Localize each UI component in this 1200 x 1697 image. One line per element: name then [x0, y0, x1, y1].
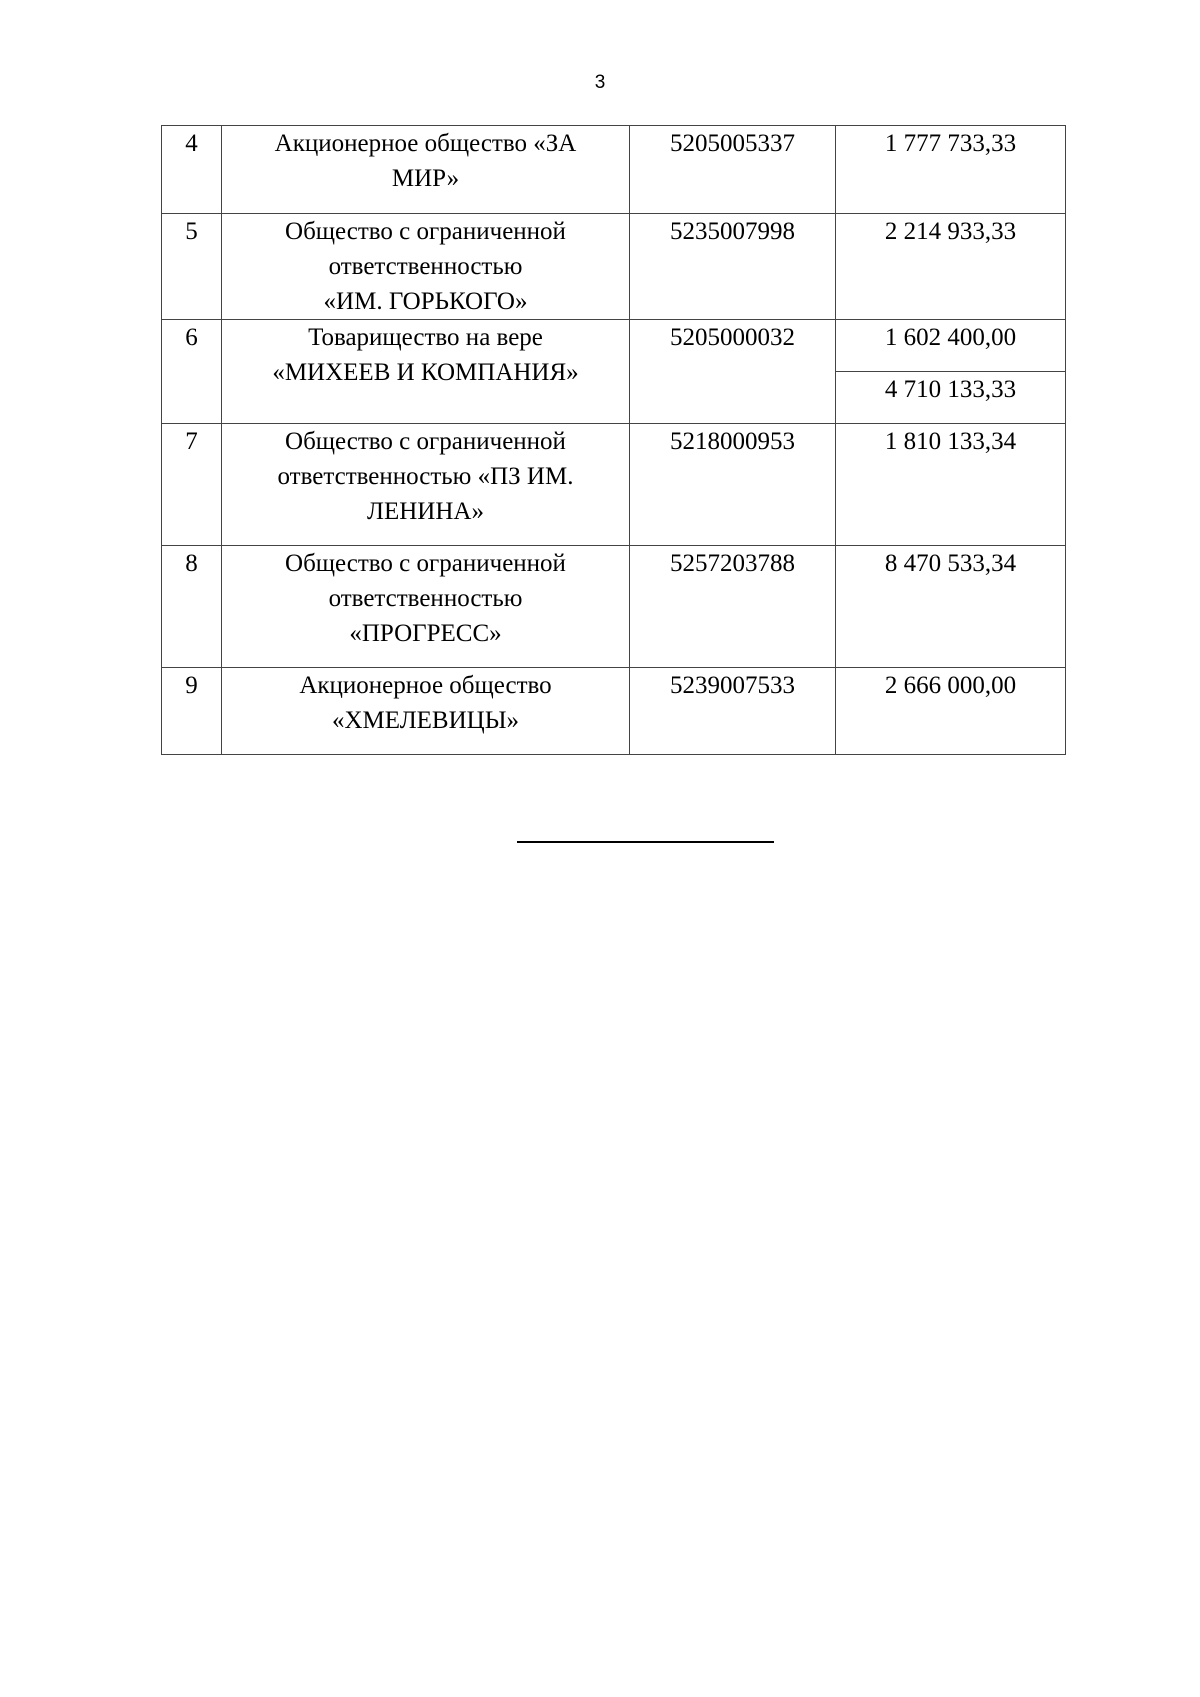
- amount-cell: 2 666 000,00: [836, 668, 1066, 755]
- organization-name-line: Общество с ограниченной: [285, 218, 566, 245]
- organization-name-line: ответственностью «ПЗ ИМ.: [277, 463, 574, 490]
- table-row: [162, 126, 1066, 214]
- organization-name-line: «МИХЕЕВ И КОМПАНИЯ»: [272, 359, 579, 386]
- row-number-cell: 9: [162, 668, 222, 755]
- inn-cell: 5257203788: [630, 546, 836, 668]
- amount-cell: 1 602 400,00: [836, 320, 1066, 372]
- amount-cell: 8 470 533,34: [836, 546, 1066, 668]
- row-number-cell: 8: [162, 546, 222, 668]
- amount-cell: 1 777 733,33: [836, 126, 1066, 214]
- amount-cell: 4 710 133,33: [836, 372, 1066, 424]
- organization-name-line: Акционерное общество «ЗА: [274, 130, 577, 157]
- inn-cell: 5218000953: [630, 424, 836, 546]
- page-number: 3: [594, 72, 606, 93]
- amount-cell: 2 214 933,33: [836, 214, 1066, 320]
- inn-cell: 5205005337: [630, 126, 836, 214]
- organization-name-line: Общество с ограниченной: [285, 428, 566, 455]
- organization-name-cell: [222, 424, 630, 546]
- row-number-cell: 7: [162, 424, 222, 546]
- table-row: [162, 214, 1066, 320]
- organization-name-line: Общество с ограниченной: [285, 550, 566, 577]
- table-row: [162, 668, 1066, 755]
- organizations-table: [161, 125, 1066, 755]
- inn-cell: 5235007998: [630, 214, 836, 320]
- table-row: [162, 320, 1066, 372]
- row-number-cell: 4: [162, 126, 222, 214]
- organization-name-line: ЛЕНИНА»: [367, 498, 484, 525]
- organization-name-line: ответственностью: [328, 253, 523, 280]
- organization-name-line: Товарищество на вере: [308, 324, 543, 351]
- table-row: [162, 424, 1066, 546]
- organization-name-line: «ПРОГРЕСС»: [349, 620, 502, 647]
- organization-name-line: «ИМ. ГОРЬКОГО»: [323, 288, 528, 315]
- row-number-cell: 6: [162, 320, 222, 424]
- organization-name-line: МИР»: [391, 165, 460, 192]
- organization-name-cell: [222, 214, 630, 320]
- row-number-cell: 5: [162, 214, 222, 320]
- document-end-rule: [517, 841, 774, 843]
- organization-name-cell: [222, 546, 630, 668]
- organization-name-line: ответственностью: [328, 585, 523, 612]
- inn-cell: 5205000032: [630, 320, 836, 424]
- organization-name-cell: [222, 126, 630, 214]
- organization-name-cell: [222, 668, 630, 755]
- organization-name-cell: [222, 320, 630, 424]
- amount-cell: 1 810 133,34: [836, 424, 1066, 546]
- table-row: [162, 546, 1066, 668]
- organization-name-line: «ХМЕЛЕВИЦЫ»: [331, 707, 520, 734]
- organization-name-line: Акционерное общество: [299, 672, 552, 699]
- inn-cell: 5239007533: [630, 668, 836, 755]
